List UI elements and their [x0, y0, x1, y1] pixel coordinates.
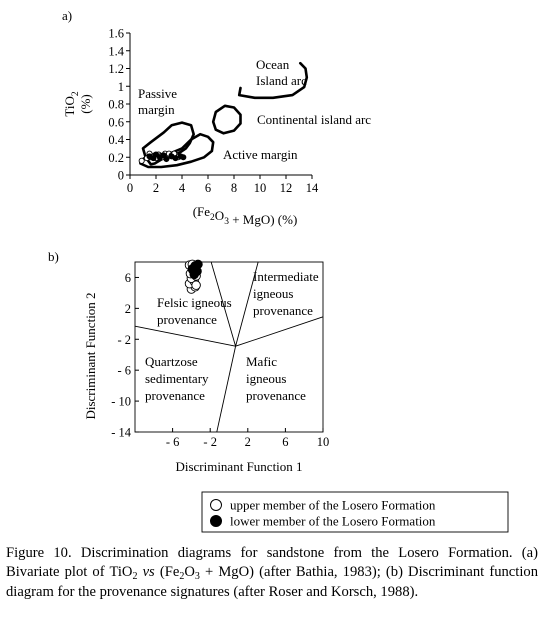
- field-active-margin-outline: [140, 134, 213, 167]
- legend-item-label: lower member of the Losero Formation: [230, 513, 436, 529]
- panel-b-y-tick-label: 6: [124, 270, 131, 285]
- panel-b-frame: [135, 262, 323, 432]
- figure-caption: [6, 544, 538, 602]
- caption-fragment: (Fe: [154, 564, 180, 581]
- legend: [202, 492, 508, 532]
- caption-fragment: 2: [179, 571, 185, 583]
- lower-member-point: [194, 260, 203, 269]
- caption-fragment: 3: [194, 571, 200, 583]
- field-boundary-line: [135, 326, 236, 346]
- panel-b-field-label: provenance: [246, 388, 306, 403]
- panel-b-y-tick-label: - 14: [111, 425, 131, 440]
- panel-a-x-tick-label: 8: [230, 181, 238, 195]
- panel-a-x-label: $(Fe_2O_3 + MgO)$ (%): [192, 204, 298, 227]
- panel-b-y-tick-label: - 2: [117, 332, 131, 347]
- panel-a-y-tick-label: 1.6: [108, 26, 124, 41]
- panel-a-y-tick-label: 1.2: [108, 62, 124, 76]
- panel-b-field-label: Felsic igneous: [157, 295, 232, 310]
- panel-a-x-tick-label: 0: [126, 181, 134, 195]
- caption-fragment: Figure 10. Discrimination diagrams for sandstone from the Losero Formation. (a) Bivariate plot of TiO: [6, 545, 538, 581]
- panel-a-y-tick-label: 0.8: [108, 97, 124, 112]
- panel-a-y-tick-label: 0.4: [108, 133, 124, 147]
- panel-a-label: a): [62, 8, 73, 23]
- panel-a-x-tick-label: 2: [152, 181, 160, 195]
- panel-a-y-tick-label: 1: [117, 79, 124, 94]
- panel-b-field-label: Quartzose: [145, 354, 198, 369]
- panel-a-y-tick-label: 0: [117, 168, 124, 183]
- legend-filled-circle-marker: [211, 516, 222, 527]
- lower-member-point: [181, 155, 186, 160]
- panel-b-x-tick-label: 2: [244, 435, 251, 449]
- legend-item-label: upper member of the Losero Formation: [230, 497, 436, 513]
- panel-a-x-tick-label: 10: [253, 181, 267, 195]
- panel-a-y-unit: (%): [78, 94, 93, 114]
- legend-open-circle-marker: [211, 500, 222, 511]
- panel-a-x-tick-label: 12: [279, 181, 293, 195]
- panel-a-x-tick-label: 6: [204, 181, 212, 195]
- panel-b-field-label: igneous: [246, 371, 287, 386]
- panel-b-field-label: igneous: [253, 286, 294, 301]
- panel-b-field-label: sedimentary: [145, 371, 209, 386]
- panel-a-field-label: Passive: [138, 86, 177, 101]
- panel-b-x-tick-label: - 6: [165, 435, 180, 449]
- lower-member-point: [164, 156, 169, 161]
- panel-a-y-tick-label: 1.4: [108, 44, 124, 59]
- svg-text:TiO2: TiO$_2$: [62, 91, 81, 117]
- panel-a-x-tick-label: 4: [178, 181, 186, 195]
- panel-b-y-tick-label: - 10: [111, 394, 131, 409]
- panel-b-label: b): [48, 249, 59, 264]
- panel-a-field-label: Ocean: [256, 57, 290, 72]
- panel-b: [48, 249, 329, 474]
- field-boundary-line: [217, 346, 236, 432]
- panel-b-field-label: Intermediate: [253, 269, 319, 284]
- upper-member-point: [139, 158, 144, 163]
- panel-b-y-tick-label: 2: [124, 301, 131, 316]
- panel-a-y-tick-label: 0.2: [108, 150, 124, 165]
- panel-a-field-label: margin: [138, 102, 175, 117]
- panel-b-x-tick-label: 10: [316, 435, 330, 449]
- panel-b-x-tick-label: - 2: [203, 435, 217, 449]
- panel-a-field-label: Island arc: [256, 73, 307, 88]
- lower-member-point: [173, 156, 178, 161]
- upper-member-point: [192, 281, 201, 290]
- panel-b-y-label: Discriminant Function 2: [83, 292, 98, 420]
- panel-a: [62, 8, 371, 227]
- panel-b-x-label: Discriminant Function 1: [175, 459, 303, 474]
- caption-fragment: + MgO) (after Bathia, 1983); (b) Discriminant function diagram for the provenance signatures (after Roser and Korsch, 1988).: [6, 564, 538, 600]
- caption-fragment: vs: [142, 564, 155, 581]
- panel-a-x-tick-label: 14: [305, 181, 319, 195]
- panel-b-field-label: provenance: [145, 388, 205, 403]
- field-boundary-line: [236, 317, 323, 346]
- panel-b-field-label: provenance: [157, 312, 217, 327]
- panel-a-field-label: Continental island arc: [257, 112, 372, 127]
- panel-b-x-tick-label: 6: [282, 435, 289, 449]
- caption-fragment: O: [184, 564, 195, 581]
- panel-a-y-tick-label: 0.6: [108, 115, 124, 130]
- caption-fragment: 2: [132, 571, 138, 583]
- panel-a-y-label: [62, 91, 93, 116]
- panel-b-y-tick-label: - 6: [117, 363, 131, 378]
- panel-b-field-label: provenance: [253, 303, 313, 318]
- panel-b-field-label: Mafic: [246, 354, 278, 369]
- panel-a-field-label: Active margin: [223, 147, 298, 162]
- field-continental-island-arc-outline: [213, 106, 240, 134]
